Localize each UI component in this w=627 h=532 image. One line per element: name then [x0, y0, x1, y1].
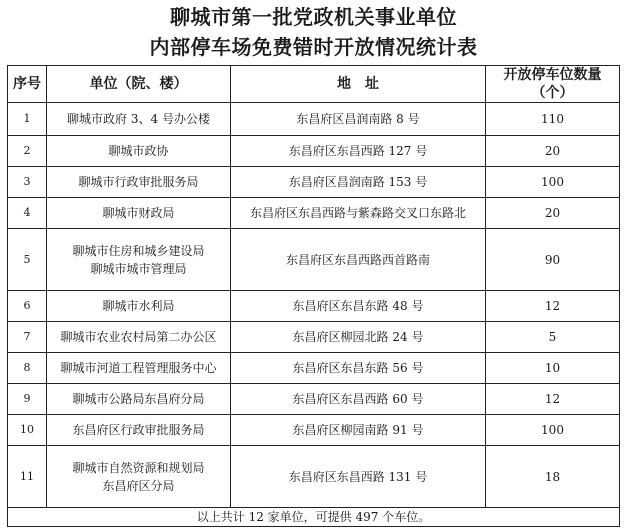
row-unit: 聊城市水利局	[47, 291, 231, 322]
table-row	[8, 384, 620, 415]
row-unit: 聊城市公路局东昌府分局	[47, 384, 231, 415]
table-row	[8, 136, 620, 167]
row-count: 12	[486, 384, 620, 415]
row-unit: 聊城市河道工程管理服务中心	[47, 353, 231, 384]
row-no: 1	[8, 103, 47, 136]
header-address: 地 址	[231, 66, 486, 103]
row-address: 东昌府区昌润南路 8 号	[231, 103, 486, 136]
table-row	[8, 198, 620, 229]
row-address: 东昌府区东昌东路 48 号	[231, 291, 486, 322]
table-header-row	[8, 66, 620, 103]
table-row	[8, 103, 620, 136]
row-unit-line-2: 东昌府区分局	[102, 478, 175, 493]
row-unit: 聊城市政协	[47, 136, 231, 167]
row-unit: 聊城市政府 3、4 号办公楼	[47, 103, 231, 136]
header-no: 序号	[8, 66, 47, 103]
row-no: 5	[8, 229, 47, 291]
header-unit: 单位（院、楼）	[47, 66, 231, 103]
table-row	[8, 229, 620, 291]
row-count: 90	[486, 229, 620, 291]
table-row	[8, 446, 620, 508]
row-count: 18	[486, 446, 620, 508]
table-total-row	[8, 508, 620, 527]
row-count: 12	[486, 291, 620, 322]
row-unit	[47, 446, 231, 508]
document-page	[0, 2, 627, 532]
row-count: 20	[486, 136, 620, 167]
row-count: 100	[486, 167, 620, 198]
total-summary: 以上共计 12 家单位，可提供 497 个车位。	[8, 508, 620, 527]
row-unit: 聊城市农业农村局第二办公区	[47, 322, 231, 353]
row-address: 东昌府区东昌西路西首路南	[231, 229, 486, 291]
row-address: 东昌府区东昌西路 60 号	[231, 384, 486, 415]
row-unit-line-1: 聊城市住房和城乡建设局	[72, 243, 205, 258]
title-line-2: 内部停车场免费错时开放情况统计表	[149, 35, 478, 59]
row-address: 东昌府区柳园南路 91 号	[231, 415, 486, 446]
row-no: 8	[8, 353, 47, 384]
table-row	[8, 353, 620, 384]
row-no: 2	[8, 136, 47, 167]
row-no: 10	[8, 415, 47, 446]
row-no: 11	[8, 446, 47, 508]
row-count: 10	[486, 353, 620, 384]
table-row	[8, 167, 620, 198]
row-no: 9	[8, 384, 47, 415]
row-no: 6	[8, 291, 47, 322]
table-row	[8, 291, 620, 322]
title-line-1: 聊城市第一批党政机关事业单位	[170, 5, 457, 29]
row-no: 7	[8, 322, 47, 353]
row-address: 东昌府区东昌西路 127 号	[231, 136, 486, 167]
row-unit: 聊城市行政审批服务局	[47, 167, 231, 198]
row-count: 5	[486, 322, 620, 353]
row-address: 东昌府区柳园北路 24 号	[231, 322, 486, 353]
row-address: 东昌府区昌润南路 153 号	[231, 167, 486, 198]
row-unit-line-2: 聊城市城市管理局	[90, 261, 187, 276]
row-unit: 东昌府区行政审批服务局	[47, 415, 231, 446]
row-unit-line-1: 聊城市自然资源和规划局	[72, 460, 205, 475]
row-address: 东昌府区东昌西路与紫森路交叉口东路北	[231, 198, 486, 229]
row-no: 4	[8, 198, 47, 229]
document-title	[0, 2, 627, 62]
row-no: 3	[8, 167, 47, 198]
table-row	[8, 322, 620, 353]
header-count: 开放停车位数量（个）	[486, 66, 620, 103]
row-count: 20	[486, 198, 620, 229]
row-unit	[47, 229, 231, 291]
row-count: 100	[486, 415, 620, 446]
row-address: 东昌府区东昌西路 131 号	[231, 446, 486, 508]
parking-table	[7, 65, 620, 527]
row-address: 东昌府区东昌东路 56 号	[231, 353, 486, 384]
row-unit: 聊城市财政局	[47, 198, 231, 229]
row-count: 110	[486, 103, 620, 136]
table-row	[8, 415, 620, 446]
